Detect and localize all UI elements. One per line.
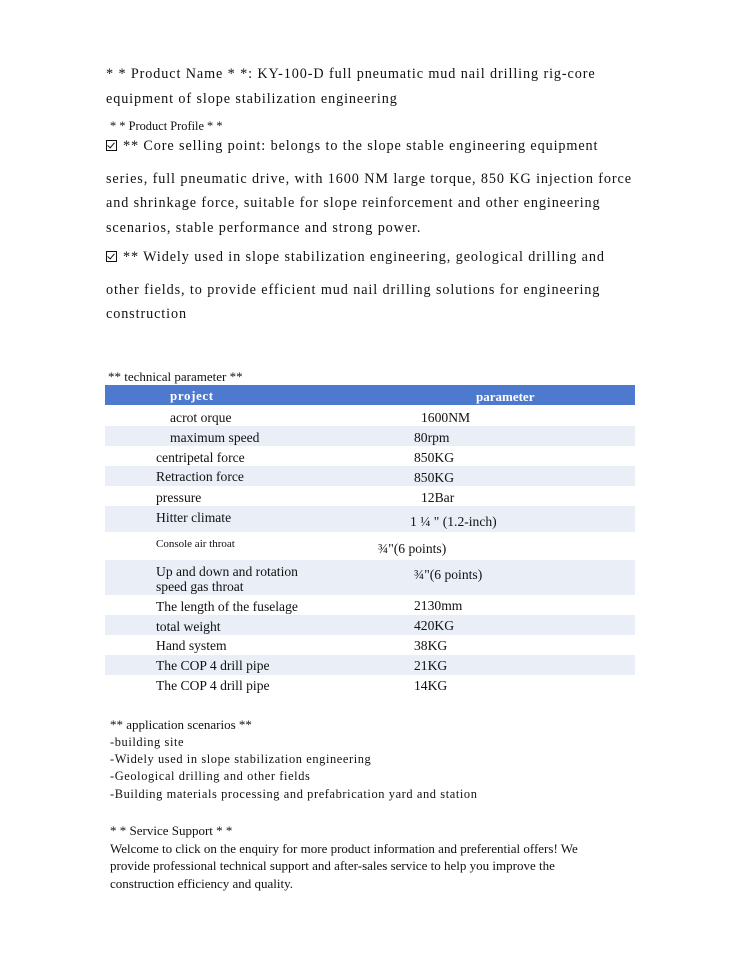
table-row-name: pressure (156, 490, 202, 505)
header-parameter: parameter (476, 389, 535, 404)
table-row-value: 14KG (414, 678, 448, 693)
table-row-name-line-2: speed gas throat (156, 579, 244, 594)
application-item: -Building materials processing and prefabrication yard and station (110, 787, 478, 801)
table-row-name: Hitter climate (156, 510, 232, 525)
table-caption: ** technical parameter ** (108, 369, 243, 384)
table-row-value: 850KG (414, 470, 455, 485)
table-row-value: 80rpm (414, 430, 450, 445)
table-row-name: maximum speed (170, 430, 260, 445)
checkbox-checked-icon (106, 140, 117, 151)
service-line-2: provide professional technical support and after-sales service to help you improve the (110, 858, 555, 873)
table-row-value: 12Bar (421, 490, 455, 505)
table-row-value: 1600NM (421, 410, 471, 425)
table-row-value: 2130mm (414, 598, 463, 613)
table-row-name: centripetal force (156, 450, 245, 465)
application-heading: ** application scenarios ** (110, 717, 252, 732)
widely-point-line-1 (106, 249, 605, 266)
service-line-3: construction efficiency and quality. (110, 876, 294, 891)
table-row-name: acrot orque (170, 410, 232, 425)
header-project: project (170, 388, 214, 403)
checkbox-checked-icon (106, 251, 117, 262)
table-row-value: ¾"(6 points) (378, 541, 447, 556)
application-item: -Geological drilling and other fields (110, 769, 311, 783)
table-row-value: 21KG (414, 658, 448, 673)
core-point-line-3: and shrinkage force, suitable for slope reinforcement and other engineering (106, 195, 601, 211)
table-row-name-line-1: Up and down and rotation (156, 564, 298, 579)
table-row-name: total weight (156, 619, 221, 634)
table-row-value: 38KG (414, 638, 448, 653)
profile-heading: * * Product Profile * * (110, 119, 223, 133)
table-row-name: Retraction force (156, 469, 244, 484)
table-row-value: 420KG (414, 618, 455, 633)
core-point-line-1 (106, 138, 598, 155)
core-point-line-2: series, full pneumatic drive, with 1600 NM large torque, 850 KG injection force (106, 171, 632, 187)
widely-point-text: ** Widely used in slope stabilization engineering, geological drilling and (123, 249, 605, 265)
product-name-line-2: equipment of slope stabilization engineering (106, 91, 398, 107)
application-item: -building site (110, 735, 185, 749)
widely-point-line-3: construction (106, 306, 187, 322)
table-row-name: The COP 4 drill pipe (156, 658, 270, 673)
table-row-value: ¾"(6 points) (414, 567, 483, 582)
table-row-name: The COP 4 drill pipe (156, 678, 270, 693)
service-line-1: Welcome to click on the enquiry for more product information and preferential offers! We (110, 841, 578, 856)
product-name-line-1: * * Product Name * *: KY-100-D full pneumatic mud nail drilling rig-core (106, 66, 596, 82)
widely-point-line-2: other fields, to provide efficient mud nail drilling solutions for engineering (106, 282, 601, 298)
table-row-name: The length of the fuselage (156, 599, 298, 614)
table-row-value: 850KG (414, 450, 455, 465)
table-row-name: Console air throat (156, 538, 235, 550)
core-point-text: ** Core selling point: belongs to the slope stable engineering equipment (123, 138, 599, 154)
application-item: -Widely used in slope stabilization engineering (110, 752, 372, 766)
core-point-line-4: scenarios, stable performance and strong power. (106, 220, 422, 236)
table-row-name: Hand system (156, 638, 227, 653)
service-heading: * * Service Support * * (110, 823, 233, 838)
table-row-value: 1 ¼ " (1.2-inch) (410, 514, 497, 529)
